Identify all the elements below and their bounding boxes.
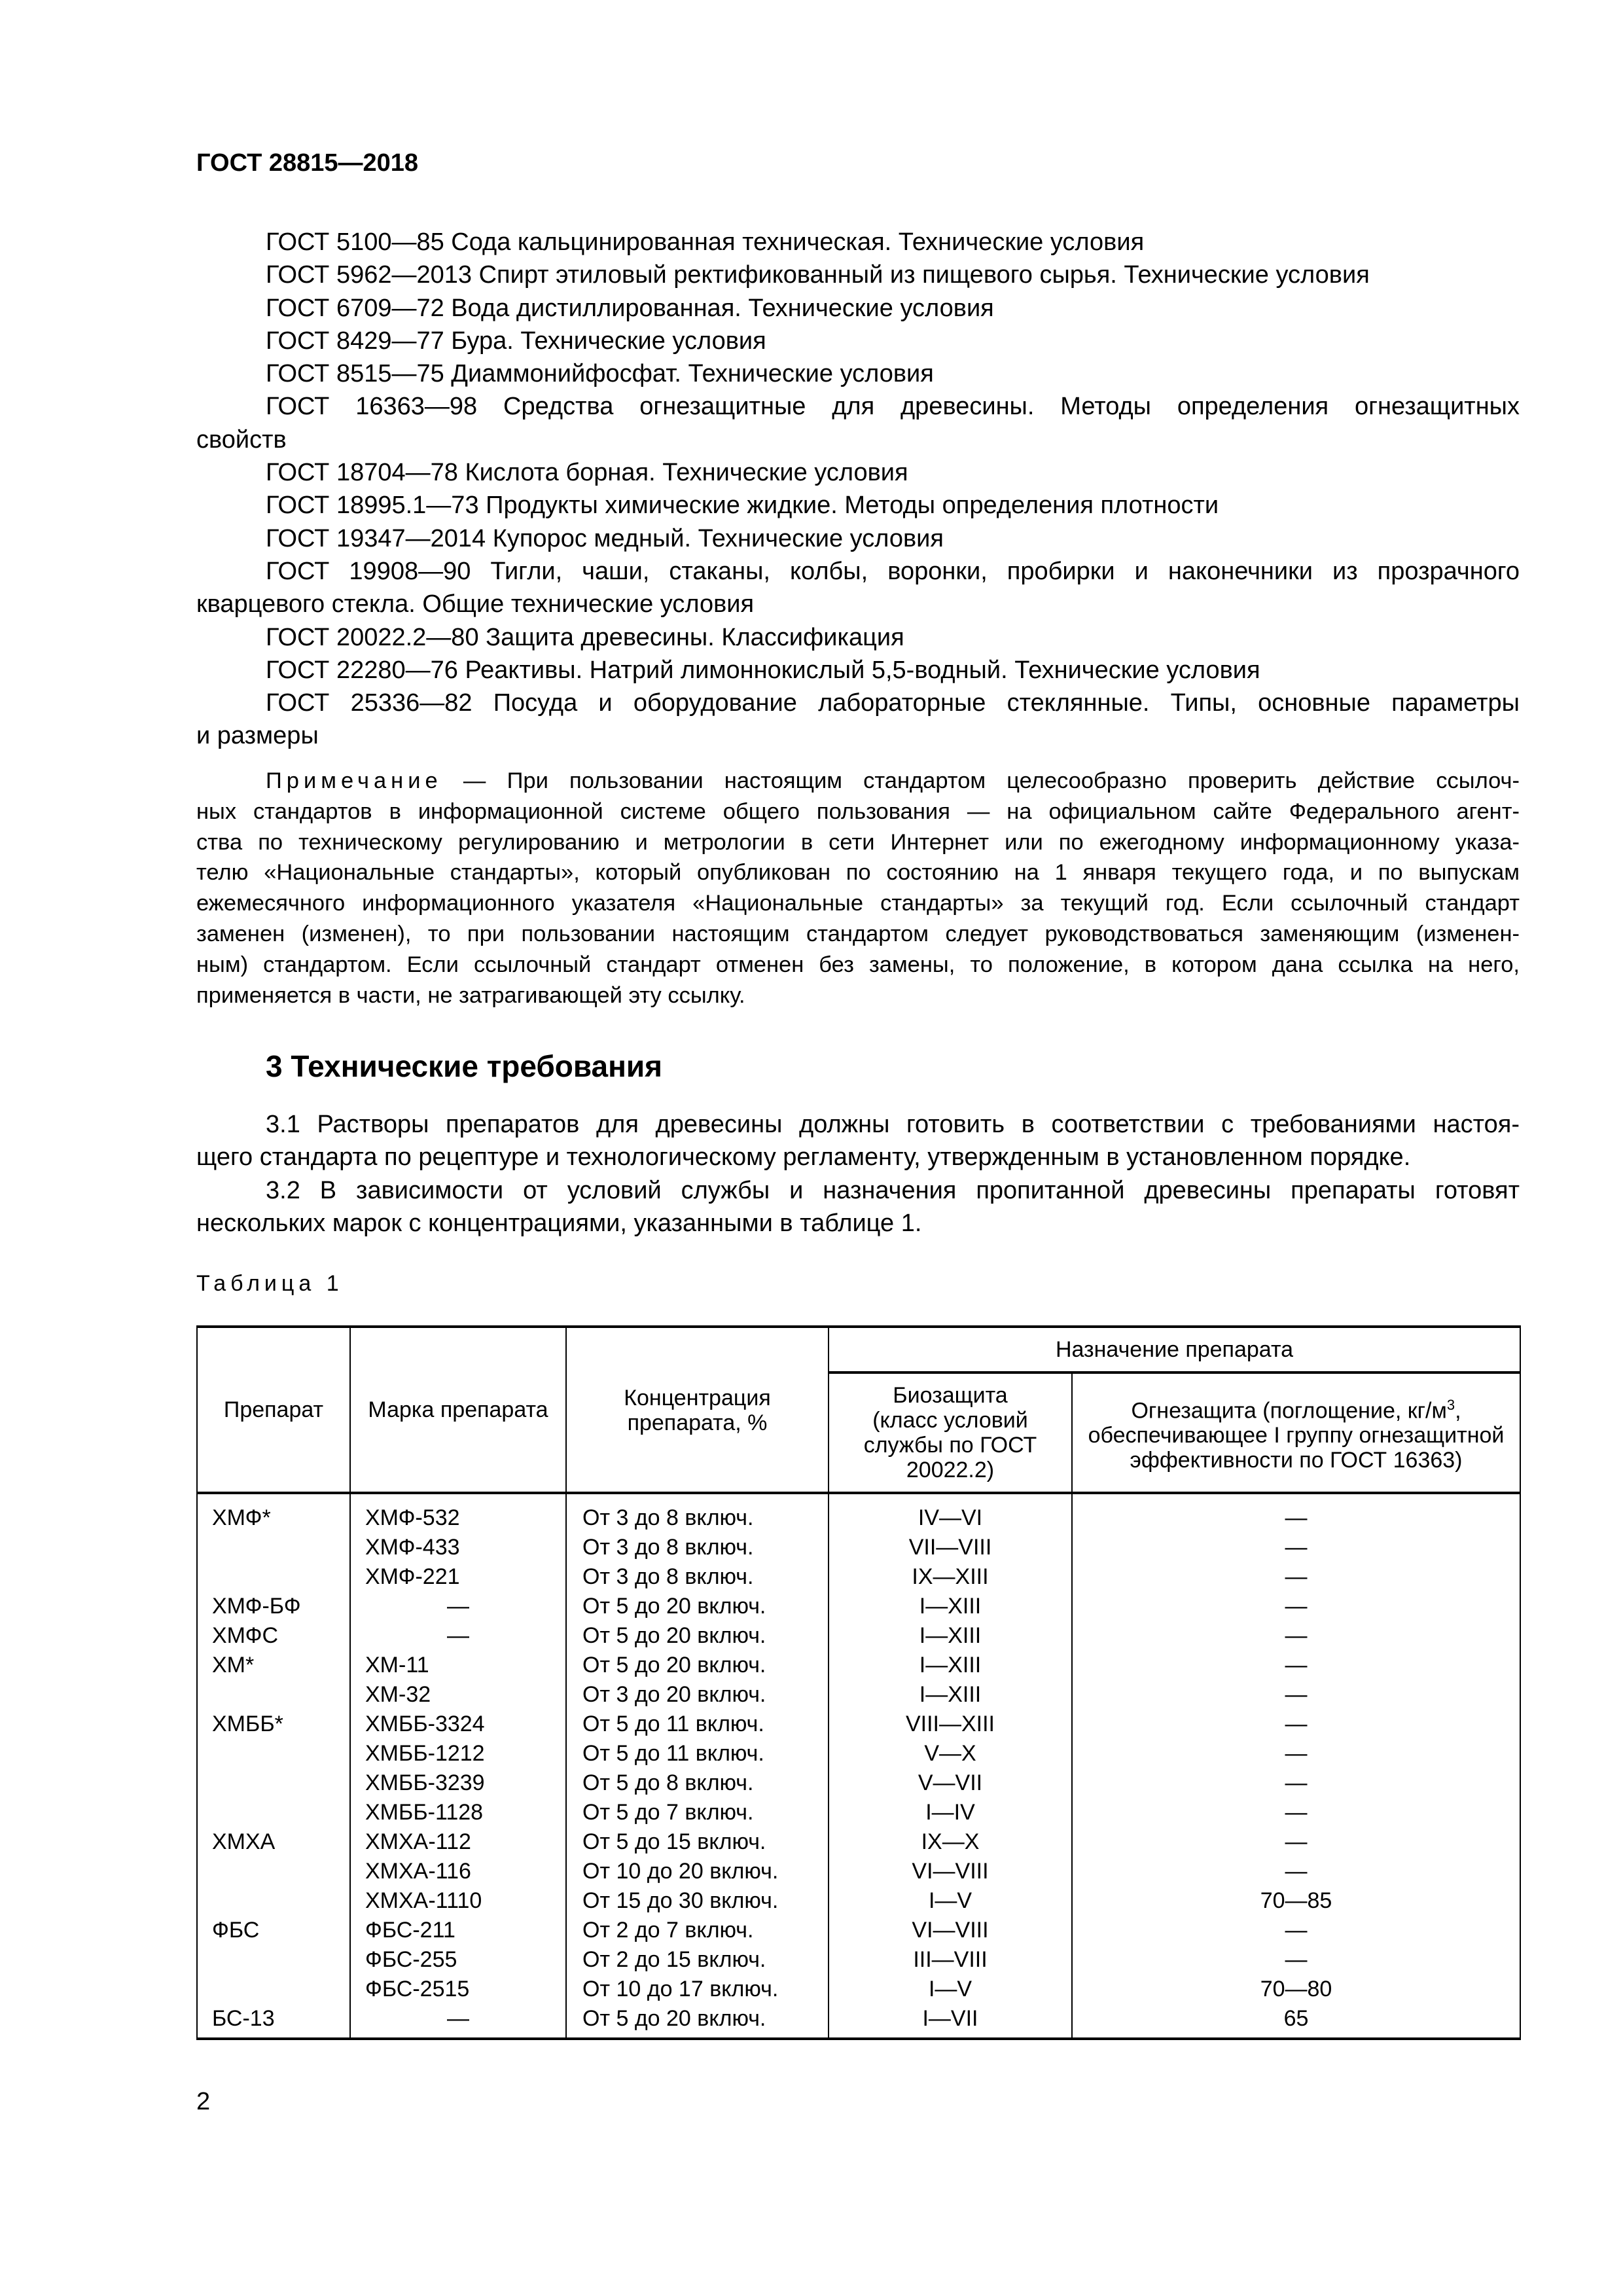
cell-fire: —: [1072, 1621, 1520, 1651]
cell-fire: —: [1072, 1827, 1520, 1857]
cell-fire: —: [1072, 1533, 1520, 1562]
table-row: [197, 1886, 1520, 1916]
reference-item: ГОСТ 5100—85 Сода кальцинированная техническая. Технические условия: [266, 228, 1145, 256]
cell-brand: ХМББ-3324: [350, 1710, 566, 1739]
cell-brand: ФБС-211: [350, 1916, 566, 1945]
cell-preparation: [197, 1798, 350, 1827]
cell-fire: —: [1072, 1768, 1520, 1798]
page-number: 2: [196, 2088, 211, 2115]
cell-fire: 70—85: [1072, 1886, 1520, 1916]
reference-item: ГОСТ 18995.1—73 Продукты химические жидкие. Методы определения плотности: [266, 492, 1219, 520]
header-brand: Марка препарата: [350, 1327, 566, 1493]
cell-brand: ХМББ-1212: [350, 1739, 566, 1768]
table-row: [197, 1621, 1520, 1651]
header-fire-text: Огнезащита (поглощение, кг/м: [1131, 1398, 1447, 1424]
cell-preparation: ХМХА: [197, 1827, 350, 1857]
table-row: [197, 1562, 1520, 1592]
cell-brand: ХМХА-116: [350, 1857, 566, 1886]
reference-item: ГОСТ 20022.2—80 Защита древесины. Классификация: [266, 623, 904, 651]
reference-item: ГОСТ 16363—98 Средства огнезащитные для древесины. Методы определения огнезащитных: [266, 393, 1520, 421]
reference-item-continuation: свойств: [196, 425, 287, 454]
note-line: ных стандартов в информационной системе общего пользования — на официальном сайте Федерального агент-: [196, 798, 1520, 824]
cell-brand: ФБС-2515: [350, 1975, 566, 2004]
cell-concentration: От 5 до 20 включ.: [566, 2004, 829, 2039]
reference-item: ГОСТ 5962—2013 Спирт этиловый ректификованный из пищевого сырья. Технические условия: [266, 261, 1370, 289]
cell-concentration: От 5 до 11 включ.: [566, 1739, 829, 1768]
header-concentration: Концентрация препарата, %: [566, 1327, 829, 1493]
cell-bio: V—X: [829, 1739, 1072, 1768]
reference-item-continuation: кварцевого стекла. Общие технические условия: [196, 590, 755, 619]
note-line: применяется в части, не затрагивающей эту ссылку.: [196, 982, 745, 1008]
cell-fire: —: [1072, 1739, 1520, 1768]
cell-concentration: От 5 до 15 включ.: [566, 1827, 829, 1857]
cell-brand: ХМФ-532: [350, 1493, 566, 1533]
cell-brand: ФБС-255: [350, 1945, 566, 1975]
reference-item: ГОСТ 22280—76 Реактивы. Натрий лимоннокислый 5,5-водный. Технические условия: [266, 656, 1260, 684]
cell-preparation: [197, 1975, 350, 2004]
section-heading: 3 Технические требования: [266, 1049, 662, 1083]
table-row: [197, 1916, 1520, 1945]
cell-preparation: [197, 1886, 350, 1916]
cell-concentration: От 3 до 8 включ.: [566, 1493, 829, 1533]
note-line: ства по техническому регулированию и метрологии в сети Интернет или по ежегодному информационному указа-: [196, 829, 1520, 855]
cell-concentration: От 5 до 8 включ.: [566, 1768, 829, 1798]
normative-references: [196, 226, 1520, 753]
cell-brand: —: [350, 2004, 566, 2039]
paragraph-3-2-line: нескольких марок с концентрациями, указанными в таблице 1.: [196, 1210, 922, 1238]
cell-fire: —: [1072, 1680, 1520, 1710]
table-body: [197, 1493, 1520, 2039]
cell-concentration: От 5 до 11 включ.: [566, 1710, 829, 1739]
note-label: Примечание: [266, 768, 442, 793]
cell-fire: —: [1072, 1798, 1520, 1827]
cell-concentration: От 2 до 7 включ.: [566, 1916, 829, 1945]
cell-bio: VII—VIII: [829, 1533, 1072, 1562]
table-row: [197, 1739, 1520, 1768]
cell-preparation: ХМФ-БФ: [197, 1592, 350, 1621]
cell-fire: 70—80: [1072, 1975, 1520, 2004]
cell-preparation: ХМФС: [197, 1621, 350, 1651]
cell-preparation: ХМББ*: [197, 1710, 350, 1739]
cell-brand: ХМББ-1128: [350, 1798, 566, 1827]
cell-preparation: [197, 1768, 350, 1798]
cell-concentration: От 3 до 8 включ.: [566, 1533, 829, 1562]
header-purpose: Назначение препарата: [829, 1327, 1520, 1372]
cell-bio: I—VII: [829, 2004, 1072, 2039]
reference-item: ГОСТ 25336—82 Посуда и оборудование лабораторные стеклянные. Типы, основные параметры: [266, 689, 1520, 717]
cell-concentration: От 5 до 7 включ.: [566, 1798, 829, 1827]
cell-bio: I—V: [829, 1886, 1072, 1916]
cell-fire: 65: [1072, 2004, 1520, 2039]
cell-preparation: [197, 1533, 350, 1562]
cell-preparation: ХМ*: [197, 1651, 350, 1680]
cell-brand: ХМ-11: [350, 1651, 566, 1680]
cell-concentration: От 3 до 20 включ.: [566, 1680, 829, 1710]
cell-preparation: [197, 1857, 350, 1886]
table-caption: Таблица 1: [196, 1271, 344, 1296]
table-row: [197, 1945, 1520, 1975]
cell-bio: VIII—XIII: [829, 1710, 1072, 1739]
cell-fire: —: [1072, 1592, 1520, 1621]
table-row: [197, 1827, 1520, 1857]
cell-concentration: От 3 до 8 включ.: [566, 1562, 829, 1592]
table-row: [197, 1651, 1520, 1680]
cell-concentration: От 10 до 17 включ.: [566, 1975, 829, 2004]
cell-fire: —: [1072, 1857, 1520, 1886]
reference-item: ГОСТ 19908—90 Тигли, чаши, стаканы, колбы, воронки, пробирки и наконечники из прозрачного: [266, 557, 1520, 585]
reference-item: ГОСТ 19347—2014 Купорос медный. Технические условия: [266, 524, 944, 552]
cell-bio: I—XIII: [829, 1592, 1072, 1621]
cell-bio: IX—XIII: [829, 1562, 1072, 1592]
cell-preparation: [197, 1562, 350, 1592]
cell-brand: —: [350, 1621, 566, 1651]
cell-fire: —: [1072, 1493, 1520, 1533]
cell-preparation: БС-13: [197, 2004, 350, 2039]
cell-preparation: [197, 1945, 350, 1975]
header-fire: [1072, 1372, 1520, 1493]
reference-item: ГОСТ 6709—72 Вода дистиллированная. Технические условия: [266, 294, 994, 322]
table-row: [197, 1533, 1520, 1562]
table-1: [196, 1325, 1521, 2040]
cell-fire: —: [1072, 1562, 1520, 1592]
cell-bio: VI—VIII: [829, 1916, 1072, 1945]
header-bio: Биозащита (класс условий службы по ГОСТ 20022.2): [829, 1372, 1072, 1493]
reference-item-continuation: и размеры: [196, 722, 319, 750]
cell-preparation: [197, 1680, 350, 1710]
cell-bio: I—V: [829, 1975, 1072, 2004]
note-text: — При пользовании настоящим стандартом целесообразно проверить действие ссылоч-: [442, 768, 1520, 793]
note: [196, 766, 1520, 1011]
cell-bio: III—VIII: [829, 1945, 1072, 1975]
table-row: [197, 2004, 1520, 2039]
reference-item: ГОСТ 8515—75 Диаммонийфосфат. Технические условия: [266, 360, 934, 388]
cell-bio: I—XIII: [829, 1680, 1072, 1710]
document-header: ГОСТ 28815—2018: [196, 149, 419, 177]
table-row: [197, 1768, 1520, 1798]
cell-concentration: От 15 до 30 включ.: [566, 1886, 829, 1916]
note-line: ежемесячного информационного указателя «Национальные стандарты» за текущий год. Если ссылочный стандарт: [196, 891, 1520, 916]
cell-bio: IV—VI: [829, 1493, 1072, 1533]
cell-brand: ХМ-32: [350, 1680, 566, 1710]
cell-concentration: От 5 до 20 включ.: [566, 1592, 829, 1621]
paragraph-3-1-line: щего стандарта по рецептуре и технологическому регламенту, утвержденным в установленном порядке.: [196, 1143, 1411, 1172]
cell-brand: ХМФ-433: [350, 1533, 566, 1562]
table-row: [197, 1592, 1520, 1621]
note-line: телю «Национальные стандарты», который опубликован по состоянию на 1 января текущего года, и по выпускам: [196, 860, 1520, 886]
cell-fire: —: [1072, 1945, 1520, 1975]
cell-fire: —: [1072, 1651, 1520, 1680]
paragraph-3-2-line: 3.2 В зависимости от условий службы и назначения пропитанной древесины препараты готовят: [266, 1176, 1520, 1204]
cell-bio: VI—VIII: [829, 1857, 1072, 1886]
cell-brand: ХМХА-1110: [350, 1886, 566, 1916]
section-3-text: [196, 1108, 1520, 1240]
note-line: ным) стандартом. Если ссылочный стандарт отменен без замены, то положение, в котором дана ссылка на него,: [196, 952, 1520, 977]
cell-concentration: От 5 до 20 включ.: [566, 1651, 829, 1680]
cell-brand: ХМББ-3239: [350, 1768, 566, 1798]
cell-concentration: От 5 до 20 включ.: [566, 1621, 829, 1651]
cell-preparation: ХМФ*: [197, 1493, 350, 1533]
cell-preparation: [197, 1739, 350, 1768]
cell-concentration: От 10 до 20 включ.: [566, 1857, 829, 1886]
table-row: [197, 1680, 1520, 1710]
cell-brand: ХМХА-112: [350, 1827, 566, 1857]
cell-preparation: ФБС: [197, 1916, 350, 1945]
cell-fire: —: [1072, 1710, 1520, 1739]
header-fire-text: , обеспечивающее I группу огнезащитной эффективности по ГОСТ 16363): [1088, 1398, 1505, 1473]
table-row: [197, 1798, 1520, 1827]
header-fire-superscript: 3: [1446, 1396, 1455, 1413]
cell-brand: —: [350, 1592, 566, 1621]
table-row: [197, 1710, 1520, 1739]
note-first-line: [196, 766, 1520, 797]
header-preparation: Препарат: [197, 1327, 350, 1493]
paragraph-3-1-line: 3.1 Растворы препаратов для древесины должны готовить в соответствии с требованиями настоя-: [266, 1111, 1520, 1138]
table-row: [197, 1975, 1520, 2004]
cell-concentration: От 2 до 15 включ.: [566, 1945, 829, 1975]
note-line: заменен (изменен), то при пользовании настоящим стандартом следует руководствоваться заменяющим (изменен-: [196, 921, 1520, 946]
cell-bio: I—XIII: [829, 1621, 1072, 1651]
cell-bio: V—VII: [829, 1768, 1072, 1798]
table-row: [197, 1857, 1520, 1886]
note-body: [196, 797, 1520, 1011]
cell-bio: I—IV: [829, 1798, 1072, 1827]
cell-bio: IX—X: [829, 1827, 1072, 1857]
reference-item: ГОСТ 18704—78 Кислота борная. Технические условия: [266, 459, 908, 487]
reference-item: ГОСТ 8429—77 Бура. Технические условия: [266, 327, 766, 355]
cell-bio: I—XIII: [829, 1651, 1072, 1680]
cell-fire: —: [1072, 1916, 1520, 1945]
cell-brand: ХМФ-221: [350, 1562, 566, 1592]
table-row: [197, 1493, 1520, 1533]
